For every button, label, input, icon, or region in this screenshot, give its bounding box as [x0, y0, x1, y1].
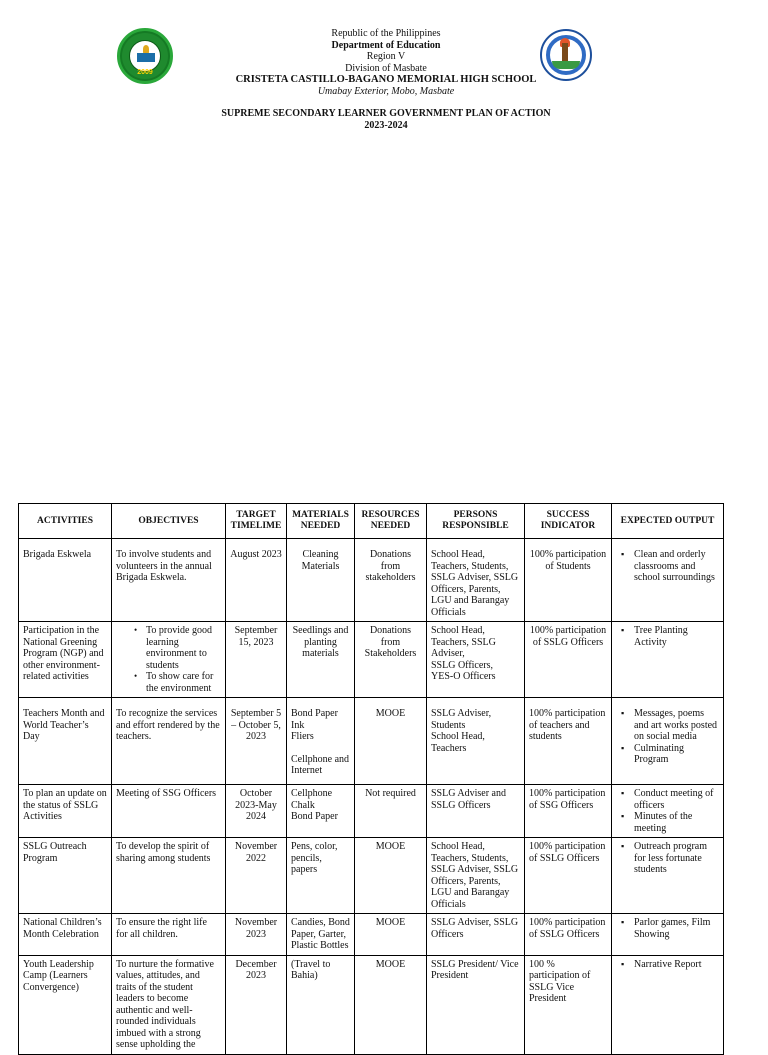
- cell-persons: School Head, Teachers, Students, SSLG Adviser, SSLG Officers, Parents, LGU and Barangay Officials: [427, 539, 525, 622]
- cell-indicator: 100% participation of SSLG Officers: [525, 914, 612, 956]
- cell-timeline: December 2023: [226, 955, 287, 1054]
- header-department: Department of Education: [331, 39, 441, 51]
- seal-inner-emblem: [129, 40, 161, 72]
- cell-resources: Not required: [355, 785, 427, 838]
- text-line: YES-O Officers: [431, 671, 496, 682]
- cell-activity: Brigada Eskwela: [19, 539, 112, 622]
- cell-activity: SSLG Outreach Program: [19, 838, 112, 914]
- cell-timeline: November 2022: [226, 838, 287, 914]
- cell-activity: National Children’s Month Celebration: [19, 914, 112, 956]
- list-item: ▪ Conduct meeting of officers: [616, 788, 719, 811]
- cell-resources: Donations from stakeholders: [355, 539, 427, 622]
- list-item: ▪ Narrative Report: [616, 959, 719, 971]
- header-region: Region V: [366, 51, 406, 62]
- cell-objectives: To involve students and volunteers in the annual Brigada Eskwela.: [112, 539, 226, 622]
- table-row: [19, 838, 724, 914]
- plan-of-action-table: [18, 503, 724, 1055]
- header-school-name: CRISTETA CASTILLO-BAGANO MEMORIAL HIGH SCHOOL: [235, 74, 537, 85]
- seal-year: 2009: [137, 69, 153, 76]
- header-division: Division of Masbate: [345, 62, 427, 74]
- cell-materials: Seedlings and planting materials: [287, 622, 355, 698]
- text-line: Bond Paper: [291, 811, 338, 822]
- list-item: ▪ Minutes of the meeting: [616, 811, 719, 834]
- plan-title-main: SUPREME SECONDARY LEARNER GOVERNMENT PLAN OF ACTION: [221, 108, 551, 119]
- cell-materials: (Travel to Bahia): [287, 955, 355, 1054]
- cell-objectives: To ensure the right life for all children.: [112, 914, 226, 956]
- header-expected-output: EXPECTED OUTPUT: [612, 504, 724, 539]
- cell-indicator: 100% participation of SSG Officers: [525, 785, 612, 838]
- cell-timeline: September 15, 2023: [226, 622, 287, 698]
- cell-materials: Candies, Bond Paper, Garter, Plastic Bottles: [287, 914, 355, 956]
- list-item: ▪ Outreach program for less fortunate students: [616, 841, 719, 876]
- cell-persons: [427, 622, 525, 698]
- cell-outputs: [612, 838, 724, 914]
- cell-resources: MOOE: [355, 955, 427, 1054]
- cell-objectives: [112, 622, 226, 698]
- cell-persons: SSLG Adviser, SSLG Officers: [427, 914, 525, 956]
- cell-outputs: [612, 955, 724, 1054]
- list-item: • To provide good learning environment to students: [116, 625, 221, 671]
- cell-persons: School Head, Teachers, Students, SSLG Adviser, SSLG Officers, Parents, LGU and Barangay Officials: [427, 838, 525, 914]
- cell-persons: SSLG Adviser and SSLG Officers: [427, 785, 525, 838]
- text-line: SSLG Adviser, Students: [431, 708, 492, 731]
- list-item: • To show care for the environment: [116, 671, 221, 694]
- list-item: ▪ Clean and orderly classrooms and school surroundings: [616, 549, 719, 584]
- cell-timeline: October 2023-May 2024: [226, 785, 287, 838]
- cell-timeline: August 2023: [226, 539, 287, 622]
- table-row: [19, 698, 724, 785]
- cell-materials: Cleaning Materials: [287, 539, 355, 622]
- text-line: SSLG Officers,: [431, 659, 494, 671]
- flame-icon: [143, 45, 149, 53]
- cell-indicator: 100 % participation of SSLG Vice President: [525, 955, 612, 1054]
- plan-title-year: 2023-2024: [364, 119, 408, 131]
- list-item: ▪ Tree Planting Activity: [616, 625, 719, 648]
- list-item: ▪ Parlor games, Film Showing: [616, 917, 719, 940]
- document-header: [200, 28, 572, 97]
- cell-objectives: Meeting of SSG Officers: [112, 785, 226, 838]
- table-header-row: [19, 504, 724, 539]
- cell-materials: Pens, color, pencils, papers: [287, 838, 355, 914]
- cell-resources: MOOE: [355, 698, 427, 785]
- table-row: [19, 955, 724, 1054]
- list-item: ▪ Culminating Program: [616, 743, 719, 766]
- cell-outputs: [612, 539, 724, 622]
- text-line: Chalk: [291, 799, 315, 811]
- table-row: [19, 539, 724, 622]
- header-persons-responsible: PERSONS RESPONSIBLE: [427, 504, 525, 539]
- cell-outputs: [612, 914, 724, 956]
- cell-resources: Donations from Stakeholders: [355, 622, 427, 698]
- table-row: [19, 622, 724, 698]
- cell-indicator: 100% participation of teachers and students: [525, 698, 612, 785]
- header-resources-needed: RESOURCES NEEDED: [355, 504, 427, 539]
- cell-objectives: To develop the spirit of sharing among students: [112, 838, 226, 914]
- table-row: [19, 785, 724, 838]
- cell-persons: SSLG President/ Vice President: [427, 955, 525, 1054]
- header-republic: Republic of the Philippines: [331, 28, 441, 39]
- text-line: Bond Paper: [291, 708, 338, 719]
- text-line: Cellphone and Internet: [291, 753, 350, 776]
- text-line: School Head, Teachers: [431, 731, 485, 754]
- text-line: Ink: [291, 719, 305, 731]
- cell-materials: [287, 698, 355, 785]
- header-address: Umabay Exterior, Mobo, Masbate: [317, 85, 455, 97]
- book-icon: [137, 53, 155, 62]
- cell-outputs: [612, 698, 724, 785]
- text-line: Cellphone: [291, 788, 333, 799]
- header-materials-needed: MATERIALS NEEDED: [287, 504, 355, 539]
- cell-materials: [287, 785, 355, 838]
- header-target-timeline: TARGET TIMELIME: [226, 504, 287, 539]
- header-activities: ACTIVITIES: [19, 504, 112, 539]
- spacer: [291, 743, 350, 754]
- cell-timeline: November 2023: [226, 914, 287, 956]
- text-line: School Head, Teachers, SSLG Adviser,: [431, 625, 496, 659]
- cell-outputs: [612, 622, 724, 698]
- cell-indicator: 100% participation of SSLG Officers: [525, 838, 612, 914]
- plan-title: [180, 108, 592, 131]
- header-objectives: OBJECTIVES: [112, 504, 226, 539]
- table-row: [19, 914, 724, 956]
- cell-activity: Participation in the National Greening Program (NGP) and other environment-related activities: [19, 622, 112, 698]
- cell-indicator: 100% participation of Students: [525, 539, 612, 622]
- cell-timeline: September 5 – October 5, 2023: [226, 698, 287, 785]
- text-line: Fliers: [291, 731, 314, 742]
- header-success-indicator: SUCCESS INDICATOR: [525, 504, 612, 539]
- cell-activity: Youth Leadership Camp (Learners Convergence): [19, 955, 112, 1054]
- list-item: ▪ Messages, poems and art works posted on social media: [616, 708, 719, 743]
- cell-objectives: To nurture the formative values, attitudes, and traits of the student leaders to become authentic and well-rounded individuals imbued with a strong sense upholding the: [112, 955, 226, 1054]
- cell-resources: MOOE: [355, 914, 427, 956]
- cell-persons: [427, 698, 525, 785]
- cell-indicator: 100% participation of SSLG Officers: [525, 622, 612, 698]
- cell-resources: MOOE: [355, 838, 427, 914]
- cell-activity: Teachers Month and World Teacher’s Day: [19, 698, 112, 785]
- cell-objectives: To recognize the services and effort rendered by the teachers.: [112, 698, 226, 785]
- cell-activity: To plan an update on the status of SSLG Activities: [19, 785, 112, 838]
- cell-outputs: [612, 785, 724, 838]
- school-seal-logo: [117, 28, 173, 84]
